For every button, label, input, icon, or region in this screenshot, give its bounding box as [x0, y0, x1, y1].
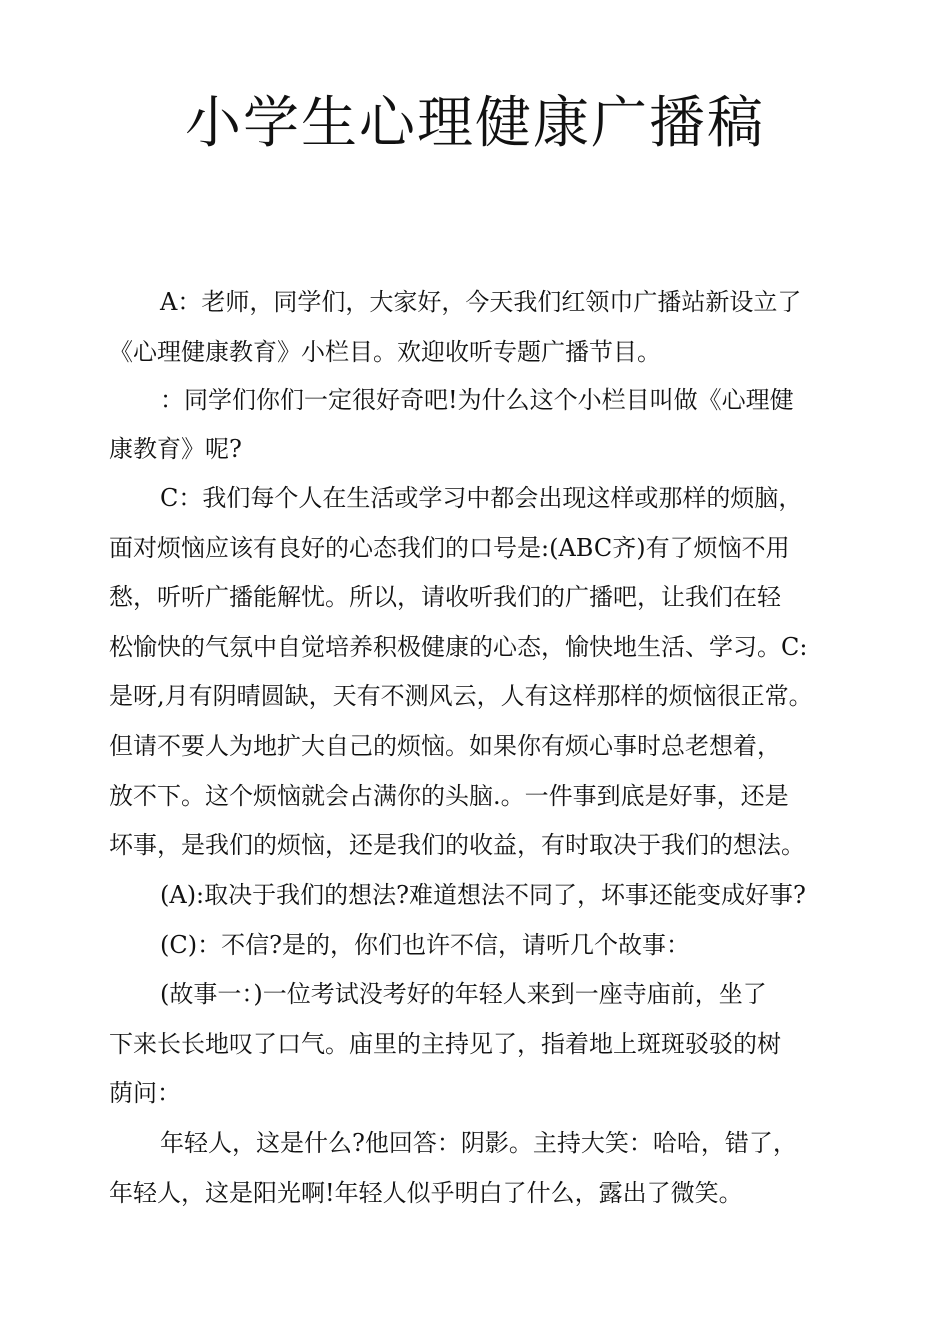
- paragraph-line: 《心理健康教育》小栏目。欢迎收听专题广播节目。: [109, 338, 661, 366]
- paragraph-line: ：同学们你们一定很好奇吧!为什么这个小栏目叫做《心理健: [160, 386, 794, 414]
- paragraph-line: (C)：不信?是的，你们也许不信，请听几个故事：: [160, 931, 690, 959]
- paragraph-line: 放不下。这个烦恼就会占满你的头脑.。一件事到底是好事，还是: [109, 782, 789, 810]
- paragraph-line: A：老师，同学们，大家好，今天我们红领巾广播站新设立了: [160, 288, 802, 316]
- paragraph-line: 面对烦恼应该有良好的心态我们的口号是:(ABC齐)有了烦恼不用: [109, 534, 790, 562]
- paragraph-line: 康教育》呢?: [109, 435, 242, 463]
- paragraph-line: C：我们每个人在生活或学习中都会出现这样或那样的烦脑，: [160, 484, 803, 512]
- paragraph-line: (故事一：)一位考试没考好的年轻人来到一座寺庙前，坐了: [160, 980, 767, 1008]
- paragraph-line: 年轻人，这是阳光啊!年轻人似乎明白了什么，露出了微笑。: [109, 1179, 743, 1207]
- paragraph-line: 是呀,月有阴晴圆缺，天有不测风云，人有这样那样的烦恼很正常。: [109, 682, 813, 710]
- paragraph-line: 愁，听听广播能解忧。所以，请收听我们的广播吧，让我们在轻: [109, 583, 781, 611]
- paragraph-line: 年轻人，这是什么?他回答：阴影。主持大笑：哈哈，错了，: [160, 1129, 797, 1157]
- paragraph-line: (A):取决于我们的想法?难道想法不同了，坏事还能变成好事?: [160, 881, 806, 909]
- document-title: 小学生心理健康广播稿: [185, 91, 765, 156]
- paragraph-line: 坏事，是我们的烦恼，还是我们的收益，有时取决于我们的想法。: [109, 831, 805, 859]
- paragraph-line: 荫问：: [109, 1079, 181, 1107]
- paragraph-line: 松愉快的气氛中自觉培养积极健康的心态，愉快地生活、学习。C:: [109, 633, 808, 661]
- paragraph-line: 但请不要人为地扩大自己的烦恼。如果你有烦心事时总老想着，: [109, 732, 781, 760]
- paragraph-line: 下来长长地叹了口气。庙里的主持见了，指着地上斑斑驳驳的树: [109, 1030, 781, 1058]
